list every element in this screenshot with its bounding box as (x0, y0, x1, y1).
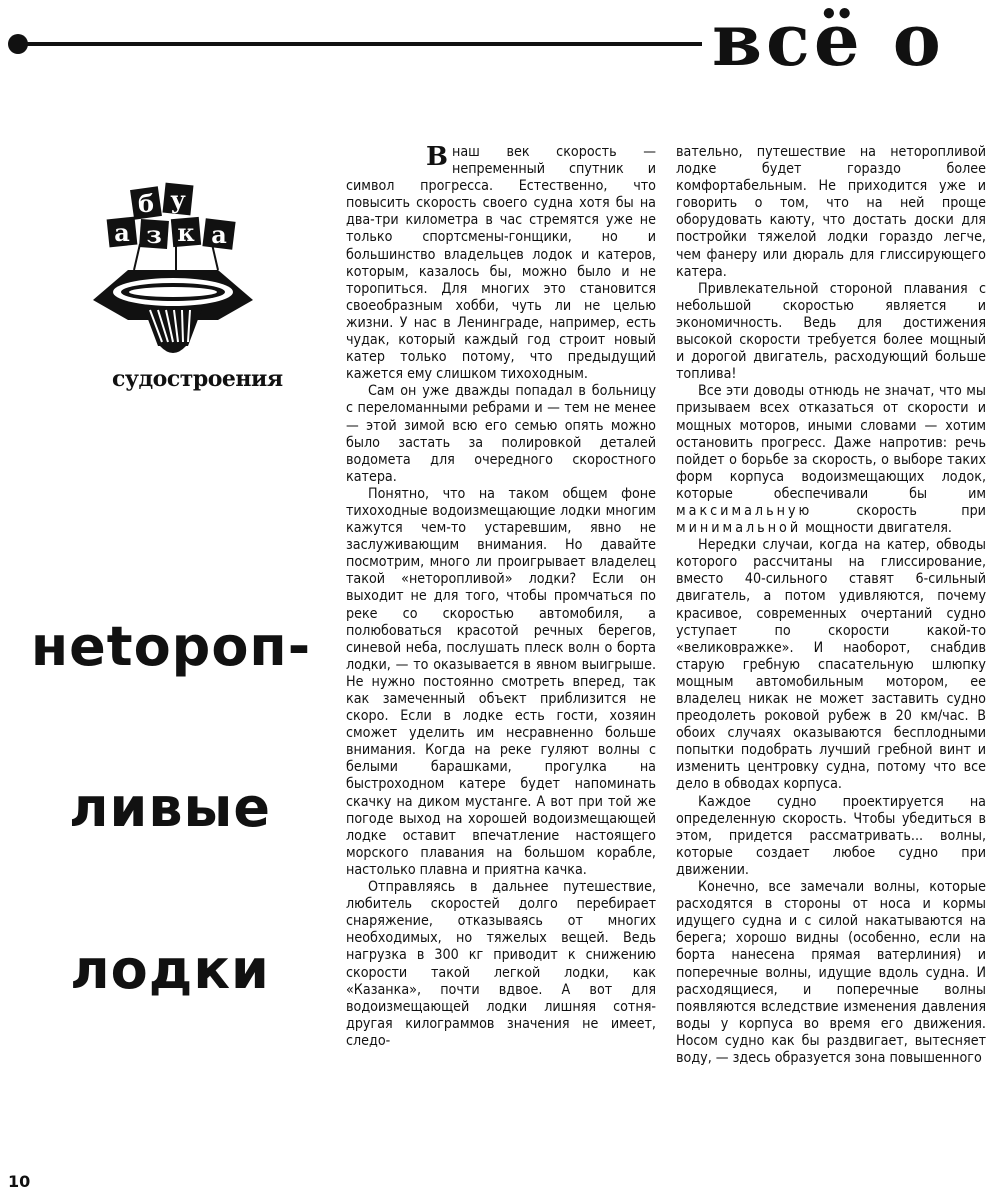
logo-saucer-graphic (93, 244, 253, 353)
svg-text:а: а (211, 220, 227, 249)
paragraph: Каждое судно проектируется на определенную скорость. Чтобы убедиться в этом, придется рассматривать... волны, которые создает любое судно при движении. (676, 793, 986, 878)
article-title-line-3: лодки (70, 938, 270, 1001)
paragraph: Понятно, что на таком общем фоне тихоходные водоизмещающие лодки многим кажутся чем-то устаревшим, явно не заслуживающим внимания. Но давайте посмотрим, много ли проигрывает владелец такой «неторопливой» лодки? Если он выходит не для того, чтобы промчаться по реке со скоростью автомобиля, а полюбоваться красотой речных берегов, синевой неба, послушать плеск волн о борта лодки, — то оказывается в явном выигрыше. Не нужно постоянно смотреть вперед, так как замеченный объект приблизится не скоро. Если в лодке есть гости, хозяин сможет уделить им несравненно больше внимания. Когда на реке гуляют волны с белыми барашками, прогулка на быстроходном катере будет напоминать скачку на диком мустанге. А вот при той же погоде выход на хорошей водоизмещающей лодке оставит впечатление настоящего морского плавания на большом корабле, настолько плавна и приятна качка. (346, 485, 656, 878)
paragraph: Нередки случаи, когда на катер, обводы которого рассчитаны на глиссирование, вместо 40-сильного ставят 6-сильный двигатель, а потом удивляются, почему красивое, современных очертаний судно уступает по скорости какой-то «великовражке». И наоборот, снабдив старую гребную спасательную шлюпку мощным автомобильным мотором, ее владелец никак не может заставить судно преодолеть роковой рубеж в 20 км/час. В обоих случаях оказываются бесплодными попытки подобрать лучший гребной винт и изменить центровку судна, потому что все дело в обводах корпуса. (676, 537, 986, 793)
svg-text:к: к (177, 218, 195, 247)
svg-text:а: а (114, 218, 130, 247)
logo-subtitle: судостроения (112, 366, 283, 392)
text-column-1 (346, 144, 656, 1196)
azbuka-logo (88, 182, 258, 362)
text-column-2 (676, 144, 986, 1196)
spaced-emphasis: минимальной (676, 520, 802, 537)
svg-text:у: у (170, 185, 186, 214)
svg-text:б: б (137, 189, 155, 218)
paragraph: Отправляясь в дальнее путешествие, любитель скоростей долго перебирает снаряжение, отказываясь от многих необходимых, но тяжелых вещей. Ведь нагрузка в 300 кг приводит к снижению скорости такой легкой лодки, как «Казанка», почти вдвое. А вот для водоизмещающей лодки лишняя сотня-другая килограммов значения не имеет, следо- (346, 879, 656, 1049)
paragraph: Привлекательной стороной плавания с небольшой скоростью является и экономичность. Ведь для достижения высокой скорости требуется более мощный и дорогой двигатель, расходующий больше топлива! (676, 280, 986, 383)
paragraph: вательно, путешествие на неторопливой лодке будет гораздо более комфортабельным. Не приходится уже и говорить о том, что на ней проще оборудовать каюту, что достать доски для постройки тяжелой лодки гораздо легче, чем фанеру или дюраль для глиссирующего катера. (676, 144, 986, 280)
rubric-title: всё о (712, 0, 945, 80)
article-title-line-1: неtороп- (30, 615, 312, 678)
page-number: 10 (8, 1172, 31, 1191)
article-title-line-2: ливые (68, 776, 271, 839)
paragraph: Конечно, все замечали волны, которые расходятся в стороны от носа и кормы идущего судна и с силой накатываются на берега; хорошо видны (особенно, если на борта нанесена прямая ватерлиния) и поперечные волны, идущие вдоль судна. И расходящиеся, и поперечные волны появляются вследствие изменения давления воды у корпуса во время его движения. Носом судно как бы раздвигает, вытесняет воду, — здесь образуется зона повышенного (676, 879, 986, 1066)
header-rule-line (22, 42, 702, 46)
drop-cap: В (426, 144, 448, 172)
paragraph: Все эти доводы отнюдь не значат, что мы призываем всех отказаться от скорости и мощных моторов, иными словами — хотим остановить прогресс. Даже напротив: речь пойдет о борьбе за скорость, о выборе таких форм корпуса водоизмещающих лодок, которые обеспечивали бы им максимальную скорость при минимальной мощности двигателя. (676, 383, 986, 537)
paragraph: Сам он уже дважды попадал в больницу с переломанными ребрами и — тем не менее — этой зимой всю его семью опять можно было застать за полировкой деталей водомета для очередного скоростного катера. (346, 383, 656, 485)
svg-text:з: з (146, 220, 162, 249)
paragraph: Внаш век скорость — непременный спутник и символ прогресса. Естественно, что повысить скорость своего судна хотя бы на два-три километра в час стремятся уже не только спортсмены-гонщики, но и большинство владельцев лодок и катеров, которым, казалось бы, можно было и не торопиться. Для многих это становится своеобразным хобби, чуть ли не целью жизни. У нас в Ленинграде, например, есть чудак, который каждый год строит новый катер только потому, что предыдущий кажется ему слишком тихоходным. (346, 144, 656, 383)
spaced-emphasis: максимальную (676, 502, 813, 519)
